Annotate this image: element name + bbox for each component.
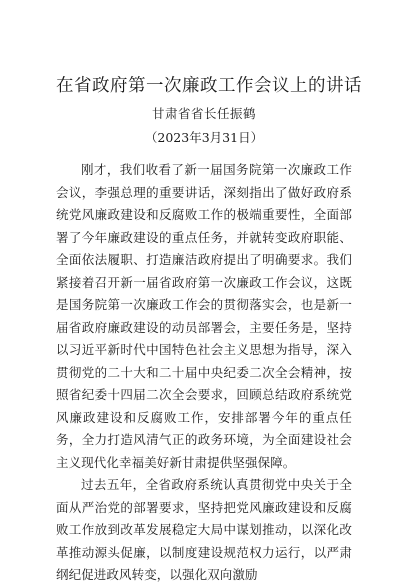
paragraph: 刚才，我们收看了新一届国务院第一次廉政工作会议，李强总理的重要讲话，深刻指出了做好政府系统党风廉政建设和反腐败工作的极端重要性，全面部署了今年廉政建设的重点任务，并就转变政府职能、全面依法履职、打造廉洁政府提出了明确要求。我们紧接着召开新一届省政府第一次廉政工作会议，这既是国务院第一次廉政工作会的贯彻落实会，也是新一届省政府廉政建设的动员部署会，主要任务是，坚持以习近平新时代中国特色社会主义思想为指导，深入贯彻党的二十大和二十届中央纪委二次全会精神，按照省纪委十四届二次全会要求，回顾总结政府系统党风廉政建设和反腐败工作，安排部署今年的重点任务，全力打造风清气正的政务环境，为全面建设社会主义现代化幸福美好新甘肃提供坚强保障。 [56, 162, 352, 470]
document-title: 在省政府第一次廉政工作会议上的讲话 [56, 76, 362, 96]
document-body [56, 159, 352, 587]
paragraph: 过去五年，全省政府系统认真贯彻党中央关于全面从严治党的部署要求，坚持把党风廉政建设和反腐败工作放到改革发展稳定大局中谋划推动，以深化改革推动源头促廉，以制度建设规范权力运行，以严肃纲纪促进政风转变，以强化双向激励 [56, 477, 352, 582]
document-author: 甘肃省省长任振鹤 [151, 106, 256, 121]
document-date: （2023年3月31日） [144, 130, 264, 145]
